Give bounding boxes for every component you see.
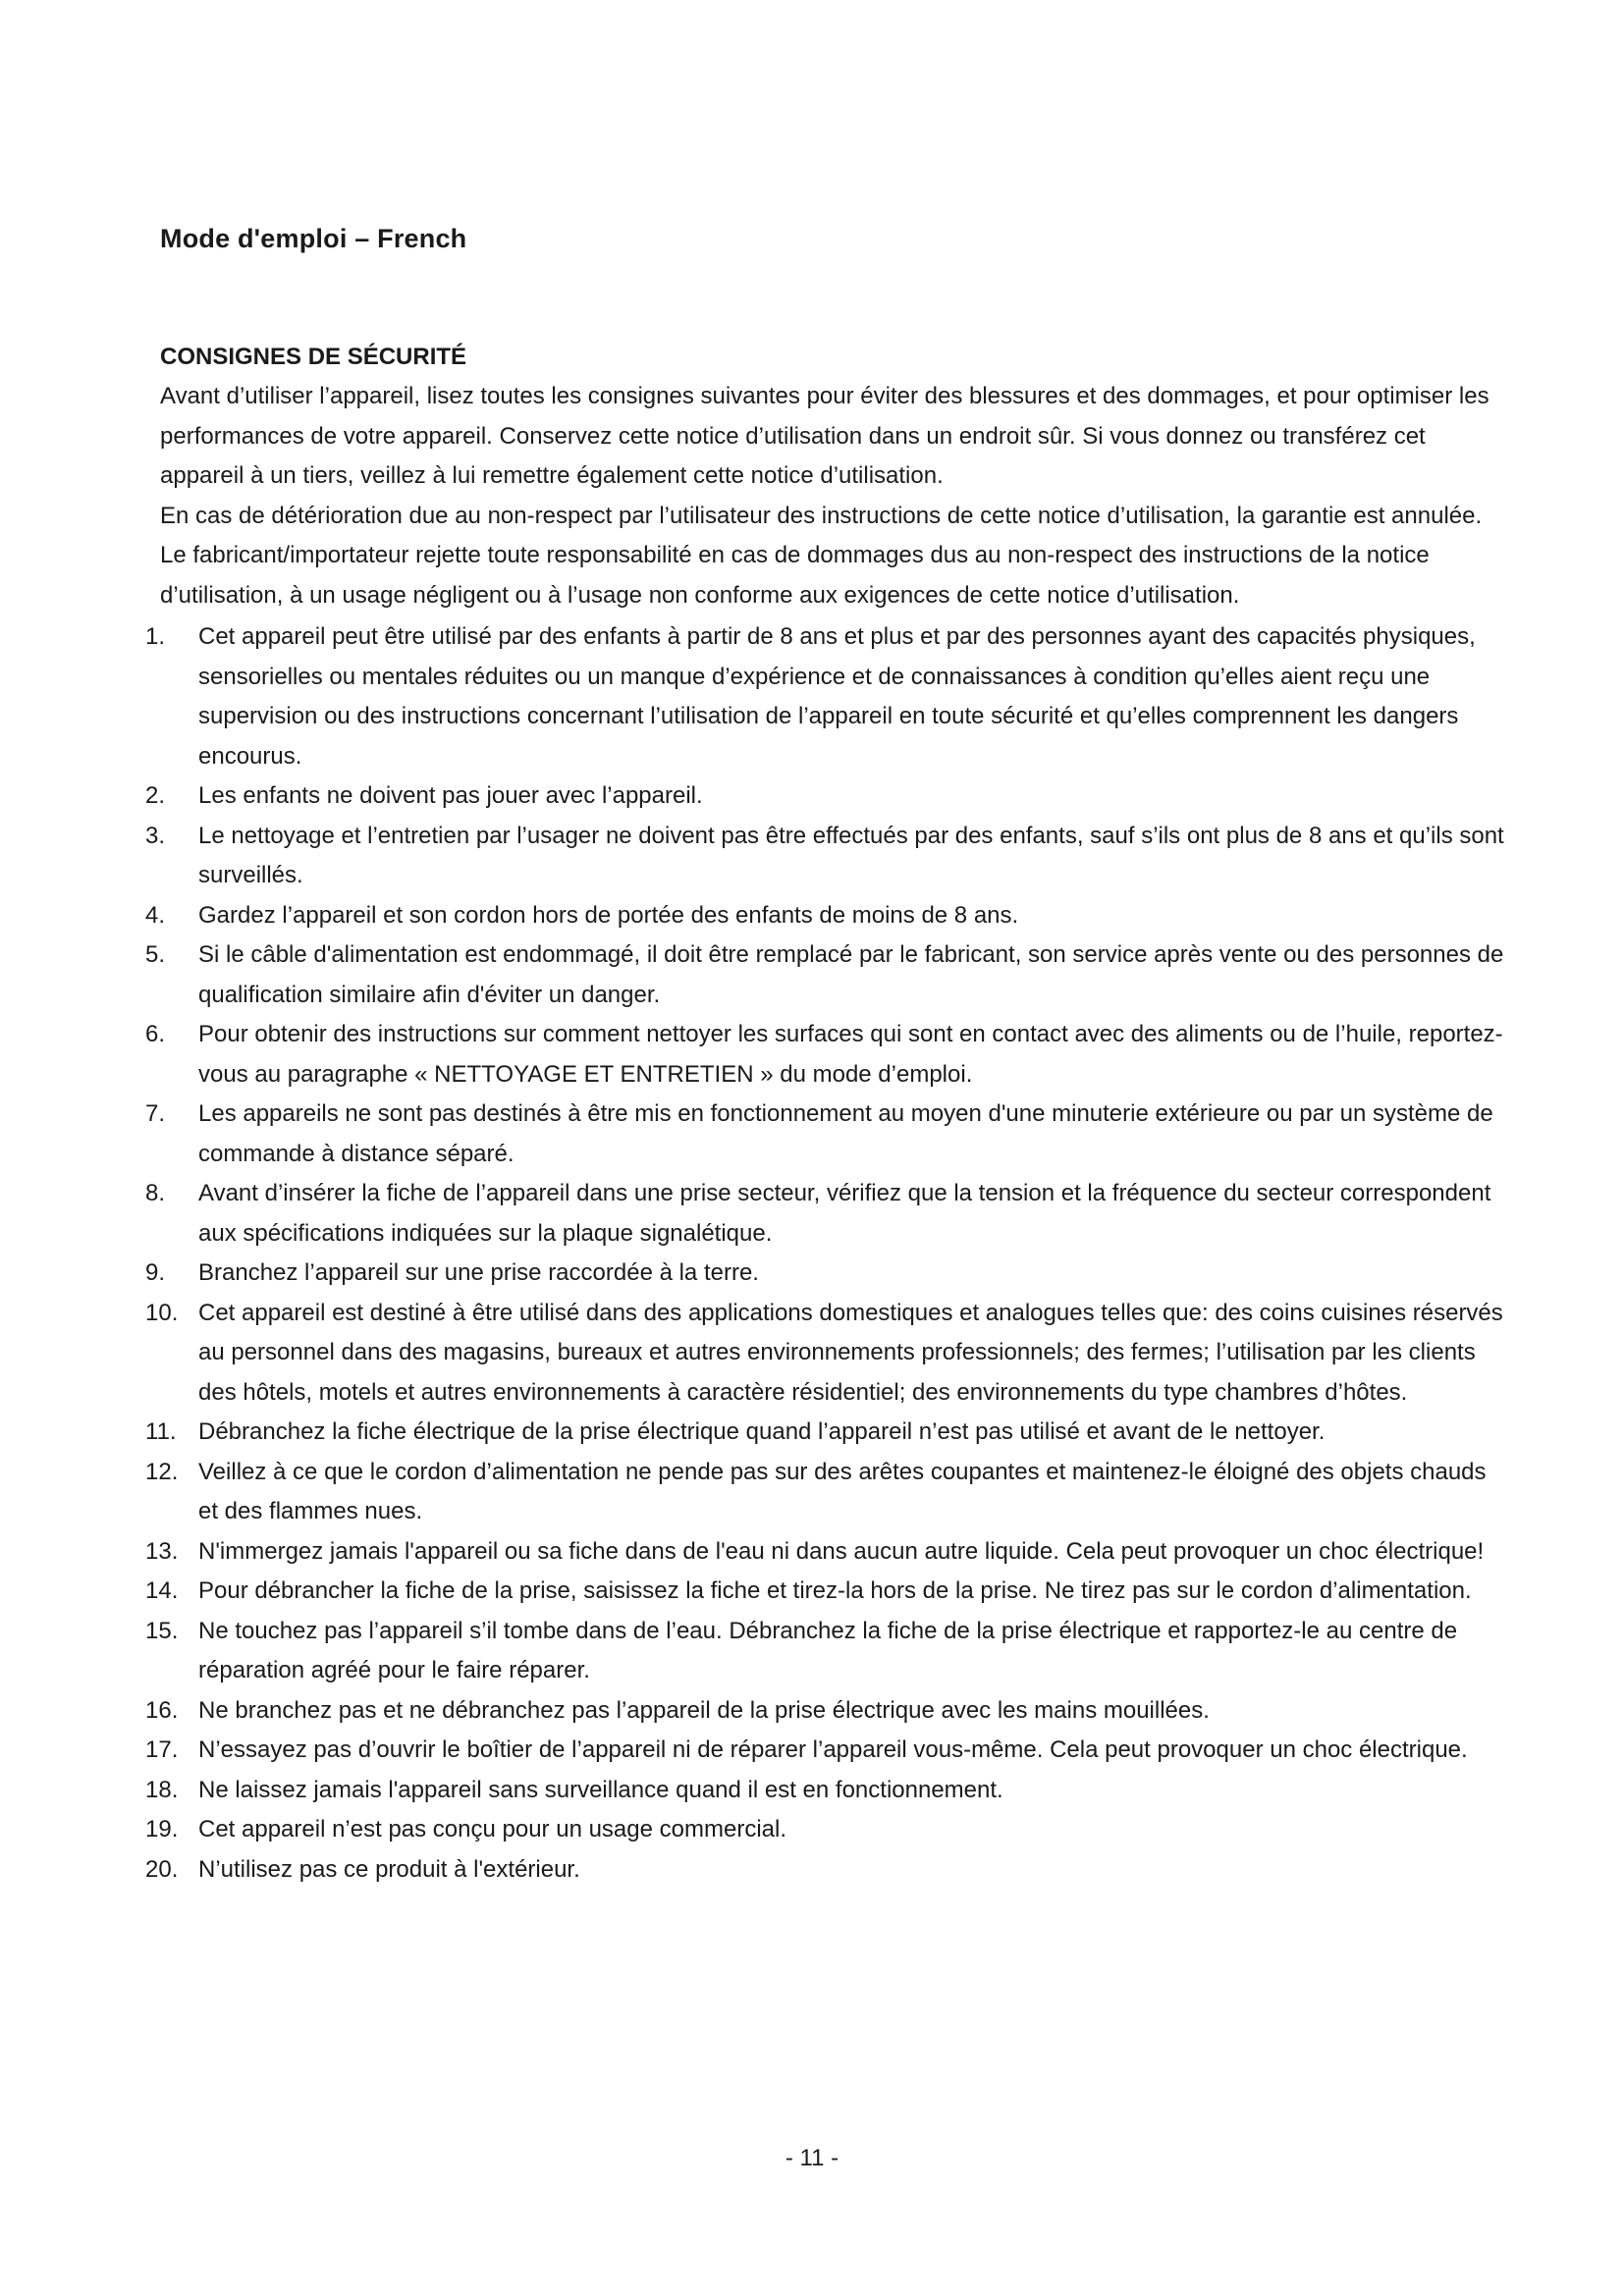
document-content	[145, 338, 1507, 1890]
item-number: 3.	[145, 822, 166, 849]
item-number: 12.	[145, 1458, 179, 1485]
list-item	[145, 1810, 1507, 1850]
list-item	[145, 1771, 1507, 1811]
list-item	[145, 1294, 1507, 1414]
intro-paragraph: Avant d’utiliser l’appareil, lisez toutes les consignes suivantes pour éviter des blessures et des dommages, et pour optimiser les performances de votre appareil. Conservez cette notice d’utilisation dans un endroit sûr. Si vous donnez ou transférez cet appareil à un tiers, veillez à lui remettre également cette notice d’utilisation.	[160, 383, 1489, 489]
item-number: 18.	[145, 1776, 179, 1803]
list-item	[145, 1095, 1507, 1174]
item-number: 1.	[145, 623, 166, 650]
item-number: 11.	[145, 1418, 177, 1445]
list-item	[145, 817, 1507, 896]
item-text: Les appareils ne sont pas destinés à être mis en fonctionnement au moyen d'une minuterie extérieure ou par un système de commande à distance séparé.	[198, 1100, 1493, 1167]
item-text: Cet appareil n’est pas conçu pour un usage commercial.	[198, 1816, 786, 1842]
item-number: 5.	[145, 941, 166, 968]
item-number: 20.	[145, 1855, 179, 1883]
item-number: 15.	[145, 1617, 179, 1644]
item-number: 19.	[145, 1816, 179, 1842]
intro-paragraph: En cas de détérioration due au non-respect par l’utilisateur des instructions de cette notice d’utilisation, la garantie est annulée. Le fabricant/importateur rejette toute responsabilité en cas de dommages dus au non-respect des instructions de la notice d’utilisation, à un usage négligent ou à l’usage non conforme aux exigences de cette notice d’utilisation.	[160, 502, 1483, 609]
item-text: Ne branchez pas et ne débranchez pas l’appareil de la prise électrique avec les mains mouillées.	[198, 1696, 1210, 1724]
item-number: 7.	[145, 1100, 166, 1127]
item-text: Avant d’insérer la fiche de l’appareil dans une prise secteur, vérifiez que la tension et la fréquence du secteur correspondent aux spécifications indiquées sur la plaque signalétique.	[198, 1180, 1491, 1247]
item-text: Débranchez la fiche électrique de la prise électrique quand l’appareil n’est pas utilisé et avant de le nettoyer.	[198, 1418, 1326, 1445]
item-number: 8.	[145, 1180, 166, 1206]
list-item	[145, 935, 1507, 1015]
item-text: Cet appareil est destiné à être utilisé dans des applications domestiques et analogues telles que: des coins cuisines réservés au personnel dans des magasins, bureaux et autres environnements professionnels; des fermes; l’utilisation par les clients des hôtels, motels et autres environnements à caractère résidentiel; des environnements du type chambres d’hôtes.	[198, 1299, 1503, 1406]
item-text: Branchez l’appareil sur une prise raccordée à la terre.	[198, 1259, 759, 1286]
item-text: N’essayez pas d’ouvrir le boîtier de l’appareil ni de réparer l’appareil vous-même. Cela peut provoquer un choc électrique.	[198, 1736, 1468, 1763]
item-number: 13.	[145, 1537, 179, 1565]
item-text: Cet appareil peut être utilisé par des enfants à partir de 8 ans et plus et par des personnes ayant des capacités physiques, sensorielles ou mentales réduites ou un manque d’expérience et de connaissances à condition qu’elles aient reçu une supervision ou des instructions concernant l’utilisation de l’appareil en toute sécurité et qu’elles comprennent les dangers encourus.	[198, 623, 1476, 770]
list-item	[145, 617, 1507, 776]
item-number: 9.	[145, 1259, 166, 1286]
item-text: Les enfants ne doivent pas jouer avec l’appareil.	[198, 782, 703, 809]
item-text: N'immergez jamais l'appareil ou sa fiche dans de l'eau ni dans aucun autre liquide. Cela peut provoquer un choc électrique!	[198, 1537, 1485, 1565]
list-item	[145, 1174, 1507, 1254]
item-text: Pour obtenir des instructions sur comment nettoyer les surfaces qui sont en contact avec des aliments ou de l’huile, reportez-vous au paragraphe « NETTOYAGE ET ENTRETIEN » du mode d’emploi.	[198, 1021, 1503, 1088]
list-item	[145, 1731, 1507, 1771]
section-heading: CONSIGNES DE SÉCURITÉ	[160, 344, 467, 370]
list-item	[145, 1413, 1507, 1453]
item-text: Ne touchez pas l’appareil s’il tombe dans de l’eau. Débranchez la fiche de la prise électrique et rapportez-le au centre de réparation agréé pour le faire réparer.	[198, 1617, 1458, 1683]
item-text: Si le câble d'alimentation est endommagé, il doit être remplacé par le fabricant, son service après vente ou des personnes de qualification similaire afin d'éviter un danger.	[198, 941, 1504, 1008]
item-number: 10.	[145, 1299, 179, 1326]
list-item	[145, 1532, 1507, 1573]
list-item	[145, 1572, 1507, 1612]
item-text: Gardez l’appareil et son cordon hors de portée des enfants de moins de 8 ans.	[198, 901, 1019, 929]
list-item	[145, 1015, 1507, 1095]
list-item	[145, 1254, 1507, 1294]
intro-text	[160, 377, 1507, 615]
list-item	[145, 1453, 1507, 1532]
list-item	[145, 1691, 1507, 1732]
item-number: 4.	[145, 901, 166, 929]
list-item	[145, 776, 1507, 817]
item-number: 16.	[145, 1696, 179, 1724]
item-text: Pour débrancher la fiche de la prise, saisissez la fiche et tirez-la hors de la prise. Ne tirez pas sur le cordon d’alimentation.	[198, 1577, 1472, 1604]
item-number: 6.	[145, 1021, 166, 1047]
item-text: Veillez à ce que le cordon d’alimentation ne pende pas sur des arêtes coupantes et maintenez-le éloigné des objets chauds et des flammes nues.	[198, 1458, 1487, 1524]
item-text: Le nettoyage et l’entretien par l’usager ne doivent pas être effectués par des enfants, sauf s’ils ont plus de 8 ans et qu’ils sont surveillés.	[198, 822, 1504, 888]
item-number: 17.	[145, 1736, 179, 1763]
page-number: - 11 -	[785, 2145, 839, 2171]
safety-instructions-list	[145, 617, 1507, 1890]
item-number: 14.	[145, 1577, 179, 1604]
list-item	[145, 896, 1507, 936]
list-item	[145, 1850, 1507, 1891]
item-text: Ne laissez jamais l'appareil sans surveillance quand il est en fonctionnement.	[198, 1776, 1003, 1803]
document-title: Mode d'emploi – French	[160, 224, 467, 253]
item-text: N’utilisez pas ce produit à l'extérieur.	[198, 1855, 580, 1883]
item-number: 2.	[145, 782, 166, 809]
list-item	[145, 1612, 1507, 1691]
